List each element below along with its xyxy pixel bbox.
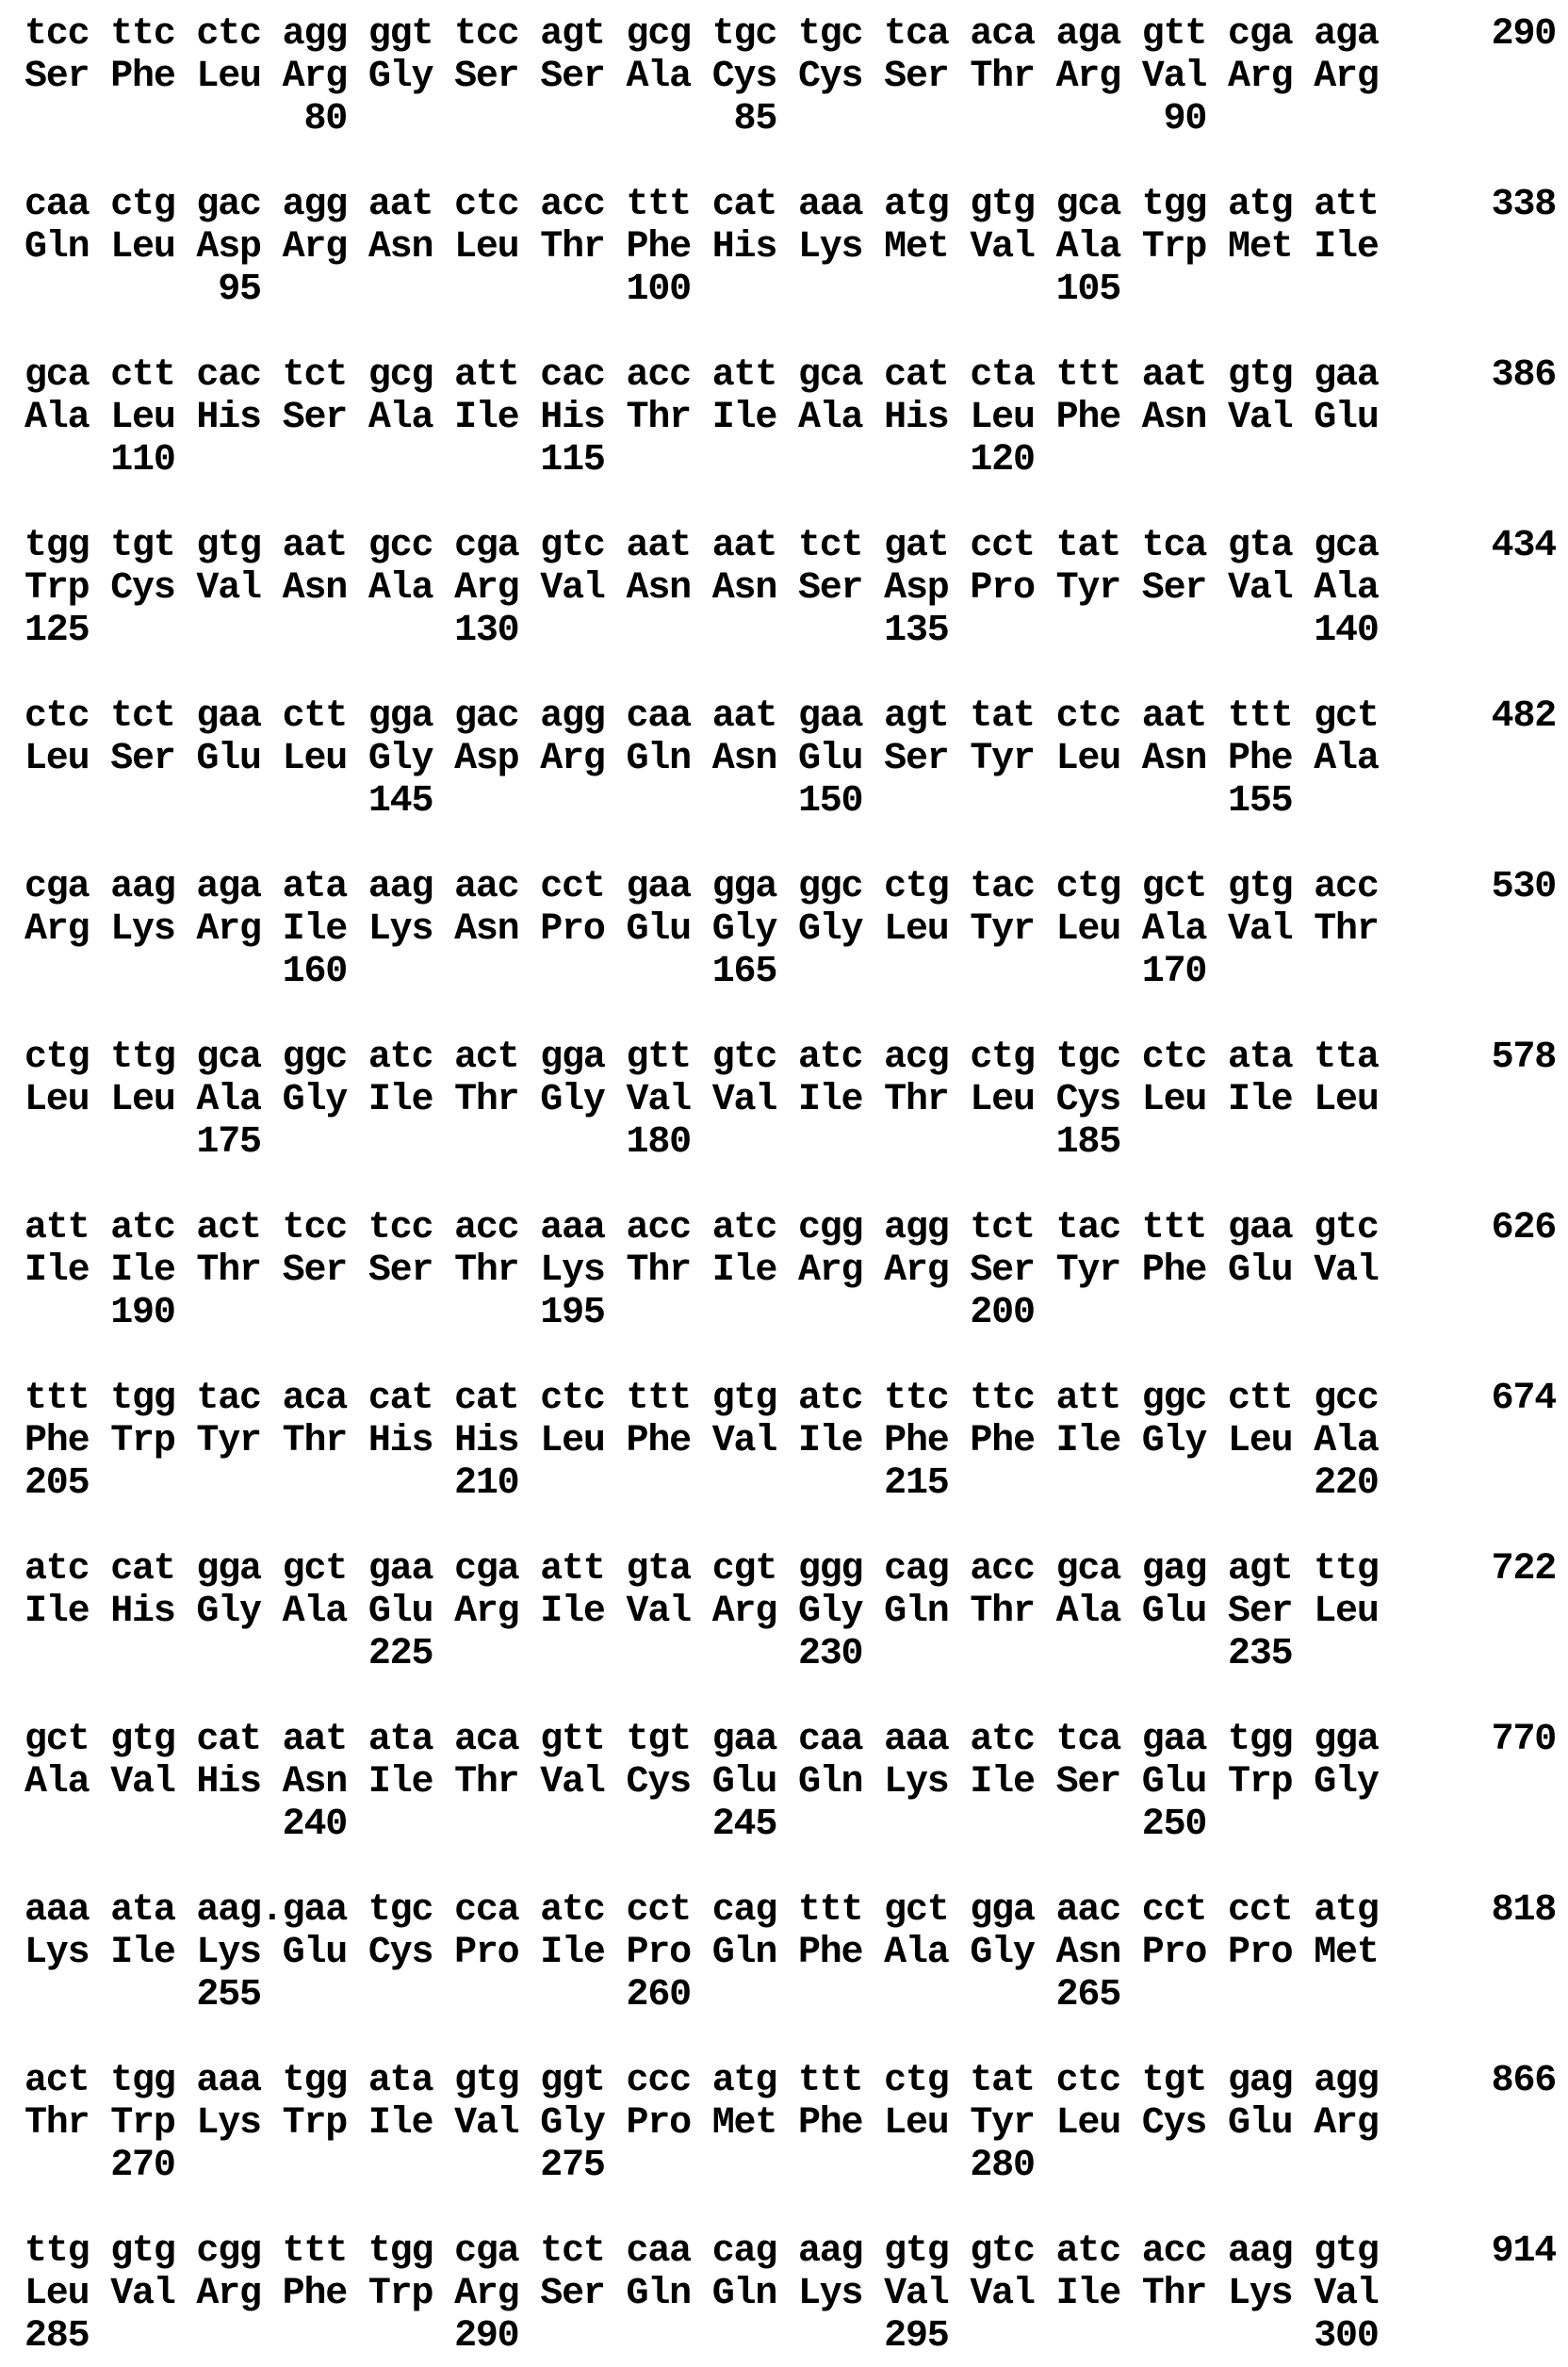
dna-line xyxy=(24,525,1568,567)
amino-acid-line: Ile Ile Thr Ser Ser Thr Lys Thr Ile Arg Arg Ser Tyr Phe Glu Val xyxy=(24,1249,1379,1292)
residue-number-line: 160 165 170 xyxy=(24,951,1207,993)
residue-number-line: 95 100 105 xyxy=(24,269,1120,311)
sequence-block xyxy=(24,2060,1568,2187)
sequence-block xyxy=(24,13,1568,140)
dna-line xyxy=(24,1037,1568,1079)
residue-number-line: 110 115 120 xyxy=(24,439,1035,482)
residue-number-line: 190 195 200 xyxy=(24,1292,1035,1334)
amino-acid-line: Leu Val Arg Phe Trp Arg Ser Gln Gln Lys Val Val Ile Thr Lys Val xyxy=(24,2273,1379,2315)
amino-acid-line: Ala Leu His Ser Ala Ile His Thr Ile Ala His Leu Phe Asn Val Glu xyxy=(24,397,1379,439)
residue-number-line: 175 180 185 xyxy=(24,1121,1120,1164)
residue-number-line: 240 245 250 xyxy=(24,1804,1207,1846)
dna-line xyxy=(24,2230,1568,2273)
dna-sequence: ttg gtg cgg ttt tgg cga tct caa cag aag gtg gtc atc acc aag gtg xyxy=(24,2230,1379,2273)
dna-line xyxy=(24,2060,1568,2102)
dna-line xyxy=(24,1889,1568,1932)
nucleotide-position-number: 338 xyxy=(1491,184,1557,226)
nucleotide-position-number: 482 xyxy=(1491,695,1557,738)
amino-acid-line: Ile His Gly Ala Glu Arg Ile Val Arg Gly Gln Thr Ala Glu Ser Leu xyxy=(24,1591,1379,1633)
sequence-block xyxy=(24,2230,1568,2358)
dna-sequence: caa ctg gac agg aat ctc acc ttt cat aaa atg gtg gca tgg atg att xyxy=(24,184,1379,226)
dna-line xyxy=(24,1207,1568,1249)
nucleotide-position-number: 722 xyxy=(1491,1548,1557,1591)
amino-acid-line: Phe Trp Tyr Thr His His Leu Phe Val Ile Phe Phe Ile Gly Leu Ala xyxy=(24,1420,1379,1462)
nucleotide-position-number: 530 xyxy=(1491,866,1557,908)
amino-acid-line: Gln Leu Asp Arg Asn Leu Thr Phe His Lys Met Val Ala Trp Met Ile xyxy=(24,226,1379,269)
nucleotide-position-number: 674 xyxy=(1491,1378,1557,1420)
dna-sequence: ttt tgg tac aca cat cat ctc ttt gtg atc ttc ttc att ggc ctt gcc xyxy=(24,1378,1379,1420)
dna-line xyxy=(24,1378,1568,1420)
dna-line xyxy=(24,1719,1568,1761)
dna-sequence: tcc ttc ctc agg ggt tcc agt gcg tgc tgc tca aca aga gtt cga aga xyxy=(24,13,1379,56)
nucleotide-position-number: 866 xyxy=(1491,2060,1557,2102)
sequence-block xyxy=(24,1719,1568,1846)
residue-number-line: 270 275 280 xyxy=(24,2145,1035,2187)
dna-sequence: tgg tgt gtg aat gcc cga gtc aat aat tct gat cct tat tca gta gca xyxy=(24,525,1379,567)
sequence-block xyxy=(24,1207,1568,1334)
amino-acid-line: Lys Ile Lys Glu Cys Pro Ile Pro Gln Phe Ala Gly Asn Pro Pro Met xyxy=(24,1932,1379,1974)
nucleotide-position-number: 914 xyxy=(1491,2230,1557,2273)
dna-line xyxy=(24,866,1568,908)
nucleotide-position-number: 818 xyxy=(1491,1889,1557,1932)
nucleotide-position-number: 290 xyxy=(1491,13,1557,56)
dna-sequence: ctc tct gaa ctt gga gac agg caa aat gaa agt tat ctc aat ttt gct xyxy=(24,695,1379,738)
dna-sequence: aaa ata aag.gaa tgc cca atc cct cag ttt gct gga aac cct cct atg xyxy=(24,1889,1379,1932)
amino-acid-line: Arg Lys Arg Ile Lys Asn Pro Glu Gly Gly Leu Tyr Leu Ala Val Thr xyxy=(24,908,1379,951)
residue-number-line: 285 290 295 300 xyxy=(24,2315,1379,2358)
sequence-block xyxy=(24,1548,1568,1675)
dna-line xyxy=(24,184,1568,226)
residue-number-line: 80 85 90 xyxy=(24,98,1207,140)
nucleotide-position-number: 578 xyxy=(1491,1037,1557,1079)
sequence-block xyxy=(24,1037,1568,1164)
dna-line xyxy=(24,354,1568,397)
dna-sequence: gct gtg cat aat ata aca gtt tgt gaa caa aaa atc tca gaa tgg gga xyxy=(24,1719,1379,1761)
sequence-block xyxy=(24,1378,1568,1505)
nucleotide-position-number: 626 xyxy=(1491,1207,1557,1249)
residue-number-line: 125 130 135 140 xyxy=(24,610,1379,652)
nucleotide-position-number: 770 xyxy=(1491,1719,1557,1761)
residue-number-line: 145 150 155 xyxy=(24,780,1293,823)
dna-line xyxy=(24,695,1568,738)
dna-sequence: gca ctt cac tct gcg att cac acc att gca cat cta ttt aat gtg gaa xyxy=(24,354,1379,397)
dna-sequence: cga aag aga ata aag aac cct gaa gga ggc ctg tac ctg gct gtg acc xyxy=(24,866,1379,908)
dna-sequence: atc cat gga gct gaa cga att gta cgt ggg cag acc gca gag agt ttg xyxy=(24,1548,1379,1591)
residue-number-line: 225 230 235 xyxy=(24,1633,1293,1675)
nucleotide-position-number: 386 xyxy=(1491,354,1557,397)
residue-number-line: 205 210 215 220 xyxy=(24,1462,1379,1505)
dna-line xyxy=(24,1548,1568,1591)
sequence-block xyxy=(24,184,1568,311)
sequence-block xyxy=(24,866,1568,993)
dna-sequence: att atc act tcc tcc acc aaa acc atc cgg agg tct tac ttt gaa gtc xyxy=(24,1207,1379,1249)
nucleotide-position-number: 434 xyxy=(1491,525,1557,567)
sequence-block xyxy=(24,695,1568,823)
sequence-block xyxy=(24,525,1568,652)
amino-acid-line: Ser Phe Leu Arg Gly Ser Ser Ala Cys Cys Ser Thr Arg Val Arg Arg xyxy=(24,56,1379,98)
dna-sequence: ctg ttg gca ggc atc act gga gtt gtc atc acg ctg tgc ctc ata tta xyxy=(24,1037,1379,1079)
sequence-block xyxy=(24,1889,1568,2016)
residue-number-line: 255 260 265 xyxy=(24,1974,1120,2016)
amino-acid-line: Trp Cys Val Asn Ala Arg Val Asn Asn Ser Asp Pro Tyr Ser Val Ala xyxy=(24,567,1379,610)
amino-acid-line: Leu Leu Ala Gly Ile Thr Gly Val Val Ile Thr Leu Cys Leu Ile Leu xyxy=(24,1079,1379,1121)
dna-line xyxy=(24,13,1568,56)
sequence-block xyxy=(24,354,1568,482)
amino-acid-line: Thr Trp Lys Trp Ile Val Gly Pro Met Phe Leu Tyr Leu Cys Glu Arg xyxy=(24,2102,1379,2145)
dna-sequence: act tgg aaa tgg ata gtg ggt ccc atg ttt ctg tat ctc tgt gag agg xyxy=(24,2060,1379,2102)
amino-acid-line: Leu Ser Glu Leu Gly Asp Arg Gln Asn Glu Ser Tyr Leu Asn Phe Ala xyxy=(24,738,1379,780)
amino-acid-line: Ala Val His Asn Ile Thr Val Cys Glu Gln Lys Ile Ser Glu Trp Gly xyxy=(24,1761,1379,1804)
